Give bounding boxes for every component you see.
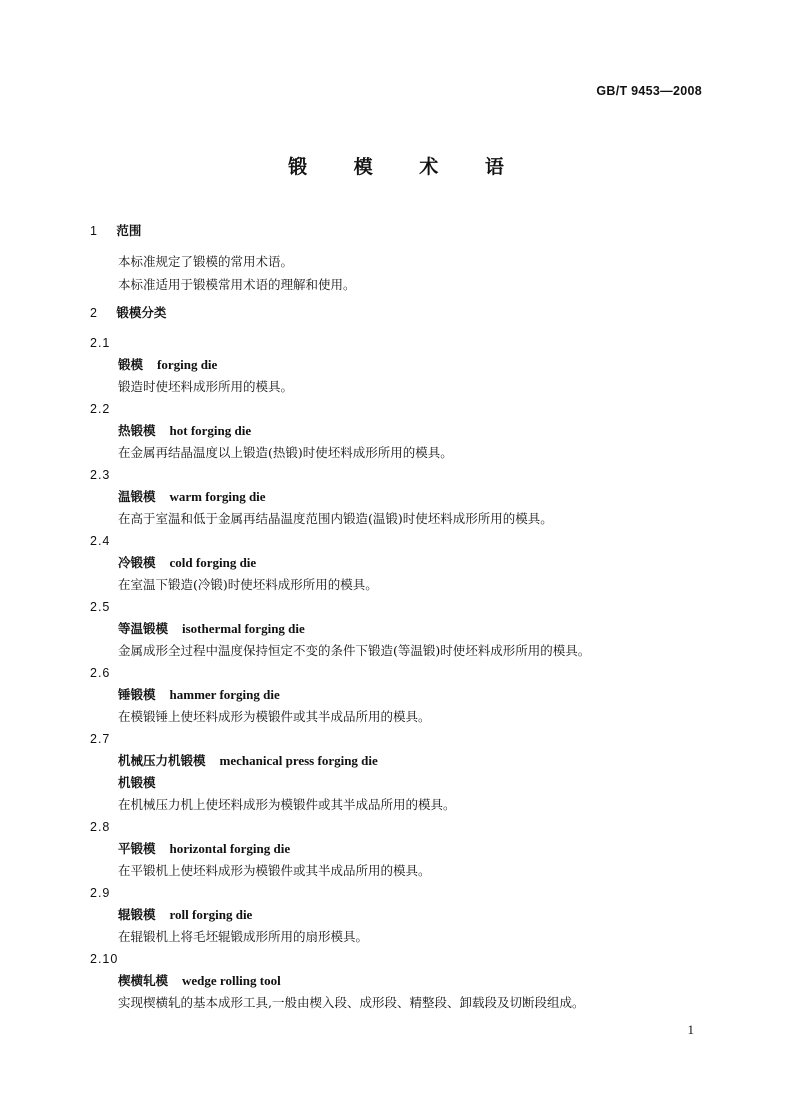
term-name-chinese: 等温锻模 <box>118 621 169 636</box>
term-name-chinese: 冷锻模 <box>118 555 156 570</box>
section-heading-scope <box>90 220 710 242</box>
term-name-chinese: 楔横轧模 <box>118 973 169 988</box>
term-number: 2.4 <box>90 534 111 548</box>
term-name <box>90 750 710 772</box>
term-entry <box>90 728 710 816</box>
term-name-english: warm forging die <box>169 489 266 504</box>
term-number: 2.9 <box>90 886 111 900</box>
term-name <box>90 420 710 442</box>
term-entry <box>90 398 710 464</box>
term-entry <box>90 332 710 398</box>
term-definition: 在模锻锤上使坯料成形为模锻件或其半成品所用的模具。 <box>118 709 431 724</box>
page-number: 1 <box>687 1022 694 1037</box>
term-name-english: horizontal forging die <box>169 841 291 856</box>
term-number: 2.2 <box>90 402 111 416</box>
term-name-english: isothermal forging die <box>182 621 305 636</box>
term-name-chinese: 温锻模 <box>118 489 156 504</box>
term-list <box>90 332 710 1014</box>
term-name-english: roll forging die <box>169 907 253 922</box>
term-name <box>90 970 710 992</box>
term-name-english: mechanical press forging die <box>219 753 378 768</box>
term-name <box>90 618 710 640</box>
term-name-chinese: 锻模 <box>118 357 144 372</box>
section-title: 范围 <box>116 223 142 238</box>
term-name <box>90 684 710 706</box>
standard-number: GB/T 9453—2008 <box>596 84 702 98</box>
term-definition: 在金属再结晶温度以上锻造(热锻)时使坯料成形所用的模具。 <box>118 445 453 460</box>
term-number: 2.7 <box>90 732 111 746</box>
term-definition: 在平锻机上使坯料成形为模锻件或其半成品所用的模具。 <box>118 863 431 878</box>
term-definition: 在辊锻机上将毛坯辊锻成形所用的扇形模具。 <box>118 929 369 944</box>
term-name-chinese: 热锻模 <box>118 423 156 438</box>
term-name-english: hammer forging die <box>169 687 280 702</box>
term-number: 2.3 <box>90 468 111 482</box>
term-number: 2.5 <box>90 600 111 614</box>
term-name-chinese: 机械压力机锻模 <box>118 753 206 768</box>
term-number: 2.1 <box>90 336 111 350</box>
term-definition: 金属成形全过程中温度保持恒定不变的条件下锻造(等温锻)时使坯料成形所用的模具。 <box>118 643 591 658</box>
term-entry <box>90 882 710 948</box>
term-entry <box>90 596 710 662</box>
term-definition: 实现楔横轧的基本成形工具,一般由楔入段、成形段、精整段、卸载段及切断段组成。 <box>118 995 585 1010</box>
term-entry <box>90 530 710 596</box>
term-name-chinese: 辊锻模 <box>118 907 156 922</box>
section-number: 2 <box>90 306 97 320</box>
scope-paragraphs <box>90 250 710 296</box>
term-name <box>90 904 710 926</box>
scope-paragraph: 本标准规定了锻模的常用术语。 <box>118 254 294 269</box>
term-number: 2.8 <box>90 820 111 834</box>
term-name-english: forging die <box>157 357 218 372</box>
term-name <box>90 486 710 508</box>
term-name <box>90 838 710 860</box>
scope-paragraph: 本标准适用于锻模常用术语的理解和使用。 <box>118 277 356 292</box>
section-number: 1 <box>90 224 97 238</box>
term-number: 2.10 <box>90 952 119 966</box>
section-title: 锻模分类 <box>116 305 167 320</box>
document-body <box>90 220 710 1014</box>
term-name-english: hot forging die <box>169 423 252 438</box>
term-name-english: wedge rolling tool <box>182 973 281 988</box>
term-definition: 在机械压力机上使坯料成形为模锻件或其半成品所用的模具。 <box>118 797 456 812</box>
document-title: 锻 模 术 语 <box>288 156 524 178</box>
term-definition: 在高于室温和低于金属再结晶温度范围内锻造(温锻)时使坯料成形所用的模具。 <box>118 511 553 526</box>
term-name-chinese: 平锻模 <box>118 841 156 856</box>
term-entry <box>90 948 710 1014</box>
term-definition: 锻造时使坯料成形所用的模具。 <box>118 379 294 394</box>
term-number: 2.6 <box>90 666 111 680</box>
term-alternate-chinese: 机锻模 <box>118 775 156 790</box>
term-name-chinese: 锤锻模 <box>118 687 156 702</box>
term-entry <box>90 816 710 882</box>
section-heading-classification <box>90 302 710 324</box>
term-entry <box>90 464 710 530</box>
term-alternate-name <box>90 772 710 794</box>
term-name <box>90 552 710 574</box>
term-name-english: cold forging die <box>169 555 257 570</box>
term-definition: 在室温下锻造(冷锻)时使坯料成形所用的模具。 <box>118 577 378 592</box>
term-name <box>90 354 710 376</box>
term-entry <box>90 662 710 728</box>
